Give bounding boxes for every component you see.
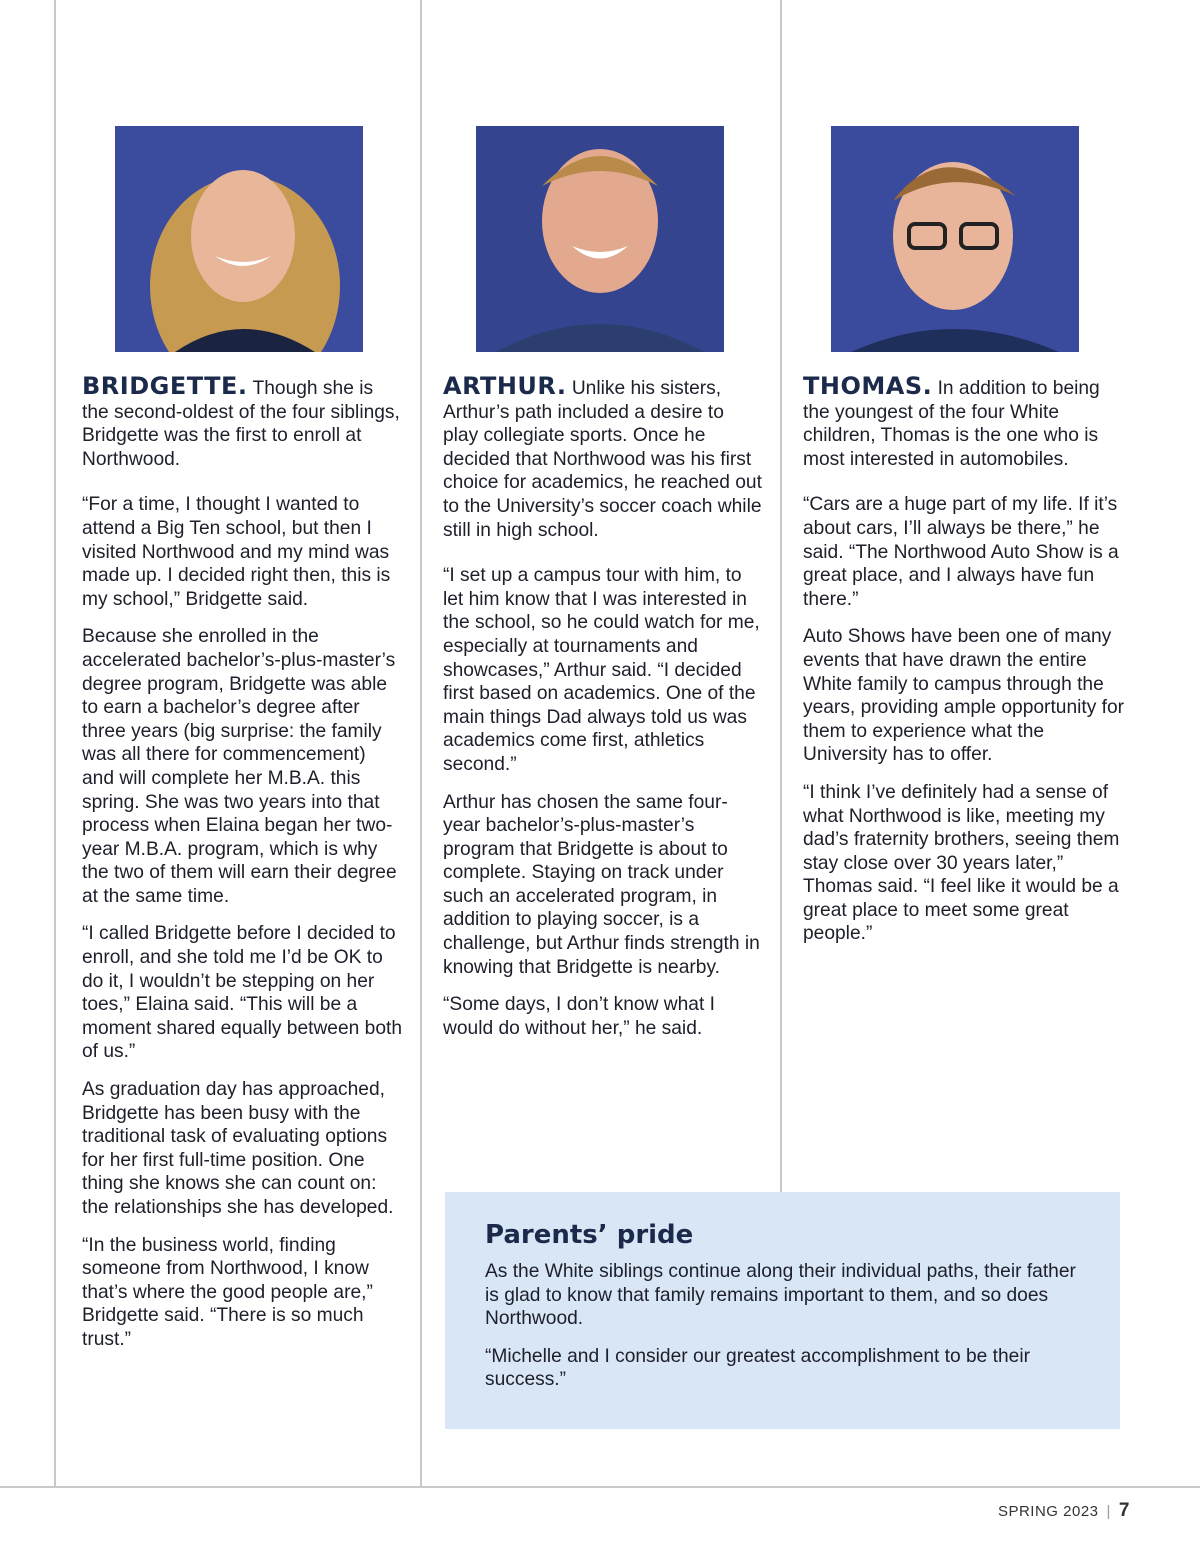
bridgette-intro [82, 372, 402, 471]
column-bridgette [82, 372, 402, 1366]
column-arthur [443, 372, 763, 1054]
paragraph: “I called Bridgette before I decided to enroll, and she told me I’d be OK to do it, I wouldn’t be stepping on her toes,” Elaina said. “This will be a moment shared equally between both of us.” [82, 923, 402, 1063]
column-rule-left [54, 0, 56, 1487]
column-rule-right [780, 0, 782, 1192]
issue-label: SPRING 2023 [997, 1503, 1099, 1520]
thomas-intro [803, 372, 1125, 471]
column-thomas [803, 372, 1125, 960]
arthur-portrait [476, 126, 724, 352]
paragraph: “Cars are a huge part of my life. If it’s about cars, I’ll always be there,” he said. “The Northwood Auto Show is a great place, and I always have fun there.” [803, 494, 1119, 610]
paragraph: “I think I’ve definitely had a sense of what Northwood is like, meeting my dad’s fraternity brothers, seeing them stay close over 30 years later,” Thomas said. “I feel like it would be a great place to meet some great people.” [803, 781, 1120, 945]
bridgette-name: BRIDGETTE. [82, 372, 248, 400]
footer-separator: | [1106, 1503, 1111, 1520]
page-number: 7 [1118, 1500, 1130, 1521]
bridgette-portrait [115, 126, 363, 352]
thomas-name: THOMAS. [803, 372, 933, 400]
footer-rule [0, 1486, 1200, 1488]
thomas-photo [831, 126, 1079, 352]
page-footer [998, 1500, 1130, 1522]
paragraph: “For a time, I thought I wanted to attend a Big Ten school, but then I visited Northwood and my mind was made up. I decided right then, this is my school,” Bridgette said. [82, 494, 391, 610]
arthur-photo [476, 126, 724, 352]
parents-pride-sidebar [445, 1192, 1120, 1429]
paragraph: “Some days, I don’t know what I would do without her,” he said. [443, 994, 715, 1039]
paragraph: “Michelle and I consider our greatest accomplishment to be their success.” [485, 1345, 1030, 1391]
column-rule-middle [420, 0, 422, 1487]
paragraph: Because she enrolled in the accelerated bachelor’s-plus-master’s degree program, Bridgette was able to earn a bachelor’s degree after three years (big surprise: the family was all there for commencement) and will complete her M.B.A. this spring. She was two years into that process when Elaina began her two-year M.B.A. program, which is why the two of them will earn their degree at the same time. [82, 626, 397, 907]
bridgette-intro-text: Though she is the second-oldest of the four siblings, Bridgette was the first to enroll at Northwood. [82, 378, 400, 470]
thomas-intro-text: In addition to being the youngest of the four White children, Thomas is the one who is most interested in automobiles. [803, 378, 1100, 470]
paragraph: Arthur has chosen the same four-year bachelor’s-plus-master’s program that Bridgette is about to complete. Staying on track under such an accelerated program, in addition to playing soccer, is a challenge, but Arthur finds strength in knowing that Bridgette is nearby. [443, 791, 760, 978]
paragraph: “I set up a campus tour with him, to let him know that I was interested in the school, so he could watch for me, especially at tournaments and showcases,” Arthur said. “I decided first based on academics. One of the main things Dad always told us was academics come first, athletics second.” [443, 565, 760, 775]
paragraph: Auto Shows have been one of many events that have drawn the entire White family to campus through the years, providing ample opportunity for them to experience what the University has to offer. [803, 626, 1125, 766]
sidebar-title: Parents’ pride [485, 1220, 694, 1250]
thomas-portrait [831, 126, 1079, 352]
arthur-intro-text: Unlike his sisters, Arthur’s path included a desire to play collegiate sports. Once he decided that Northwood was his first choice for academics, he reached out to the University’s soccer coach while still in high school. [443, 378, 762, 541]
paragraph: As graduation day has approached, Bridgette has been busy with the traditional task of evaluating options for her first full-time position. One thing she knows she can count on: the relationships she has developed. [82, 1079, 394, 1218]
paragraph: “In the business world, finding someone from Northwood, I know that’s where the good people are,” Bridgette said. “There is so much trust.” [82, 1234, 373, 1350]
paragraph: As the White siblings continue along their individual paths, their father is glad to know that family remains important to them, and so does Northwood. [485, 1261, 1076, 1330]
sidebar-body [485, 1260, 1085, 1406]
arthur-name: ARTHUR. [443, 372, 567, 400]
arthur-intro [443, 372, 763, 542]
bridgette-photo [115, 126, 363, 352]
